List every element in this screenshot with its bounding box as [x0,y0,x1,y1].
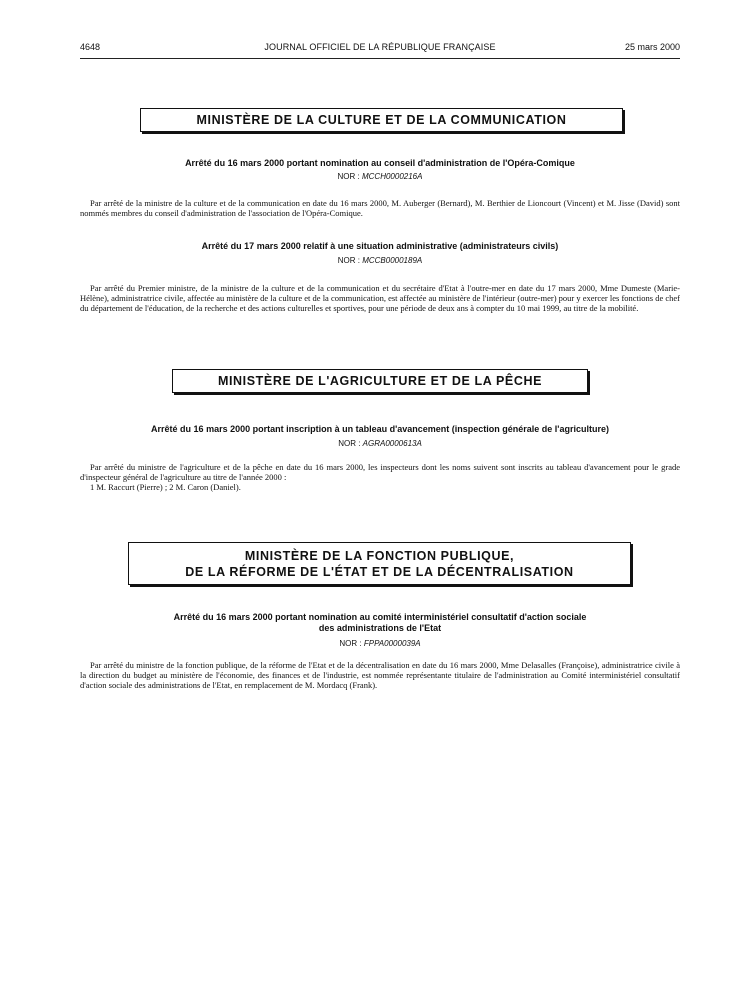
nor-code: MCCB0000189A [362,256,423,265]
body-paragraph: Par arrêté du ministre de l'agriculture et de la pêche en date du 16 mars 2000, les inspecteurs dont les noms suivent sont inscrits au tableau d'avancement pour le grade d'inspecteur général de l'agriculture au titre de l'année 2000 : [80,462,680,482]
arrete-body [80,283,680,313]
arrete-body [80,198,680,218]
nor-label: NOR : [339,639,362,648]
nor-code: AGRA0000613A [362,439,422,448]
arrete-body [80,660,680,690]
ministry-heading-line: MINISTÈRE DE LA CULTURE ET DE LA COMMUNICATION [196,113,567,127]
nor-label: NOR : [338,439,361,448]
ministry-heading-line: MINISTÈRE DE L'AGRICULTURE ET DE LA PÊCHE [217,374,543,388]
arrete-body [80,462,680,492]
nor-reference [80,439,680,449]
nor-label: NOR : [337,172,360,181]
nor-label: NOR : [337,256,360,265]
journal-title: JOURNAL OFFICIEL DE LA RÉPUBLIQUE FRANÇAISE [264,42,496,52]
arrete-title: Arrêté du 16 mars 2000 portant nomination au conseil d'administration de l'Opéra-Comique [185,158,575,168]
ministry-heading-agriculture [172,369,588,393]
arrete-title: Arrêté du 16 mars 2000 portant inscription à un tableau d'avancement (inspection générale de l'agriculture) [151,424,609,434]
nor-reference [80,639,680,649]
body-paragraph: Par arrêté du Premier ministre, de la ministre de la culture et de la communication et du secrétaire d'Etat à l'outre-mer en date du 17 mars 2000, Mme Dumeste (Marie-Hélène), administratrice civile, affectée au ministère de la culture et de la communication, est affectée au ministère de l'intérieur (outre-mer) pour y exercer les fonctions de chef du département de l'éducation, de la recherche et des actions culturelles et sportives, pour une période de deux ans à compter du 10 mai 1999, au titre de la mobilité. [80,283,680,313]
ministry-heading-line: MINISTÈRE DE LA FONCTION PUBLIQUE, [244,549,515,563]
body-paragraph: Par arrêté de la ministre de la culture et de la communication en date du 16 mars 2000, M. Auberger (Bernard), M. Berthier de Lioncourt (Vincent) et M. Jisse (David) sont nommés membres du conseil d'administration de l'association de l'Opéra-Comique. [80,198,680,218]
ministry-heading-culture [140,108,623,132]
body-paragraph: 1 M. Raccurt (Pierre) ; 2 M. Caron (Daniel). [90,482,241,492]
running-header [80,42,680,56]
nor-reference [80,172,680,182]
arrete-title: Arrêté du 16 mars 2000 portant nomination au comité interministériel consultatif d'action sociale des administrations de l'Etat [173,612,587,633]
ministry-heading-fonction-publique [128,542,631,585]
page-number: 4648 [80,42,101,52]
ministry-heading-line: DE LA RÉFORME DE L'ÉTAT ET DE LA DÉCENTRALISATION [185,565,574,579]
body-paragraph: Par arrêté du ministre de la fonction publique, de la réforme de l'Etat et de la décentralisation en date du 16 mars 2000, Mme Delasalles (Françoise), administratrice civile à la direction du budget au ministère de l'économie, des finances et de l'industrie, est nommée représentante titulaire de l'administration au Comité interministériel consultatif d'action sociale des administrations de l'Etat, en remplacement de M. Mordacq (Frank). [80,660,680,690]
nor-code: MCCH0000216A [361,172,423,181]
header-rule [80,58,680,59]
nor-code: FPPA0000039A [363,639,421,648]
nor-reference [80,256,680,266]
arrete-title: Arrêté du 17 mars 2000 relatif à une situation administrative (administrateurs civils) [201,241,559,251]
issue-date: 25 mars 2000 [624,42,680,52]
